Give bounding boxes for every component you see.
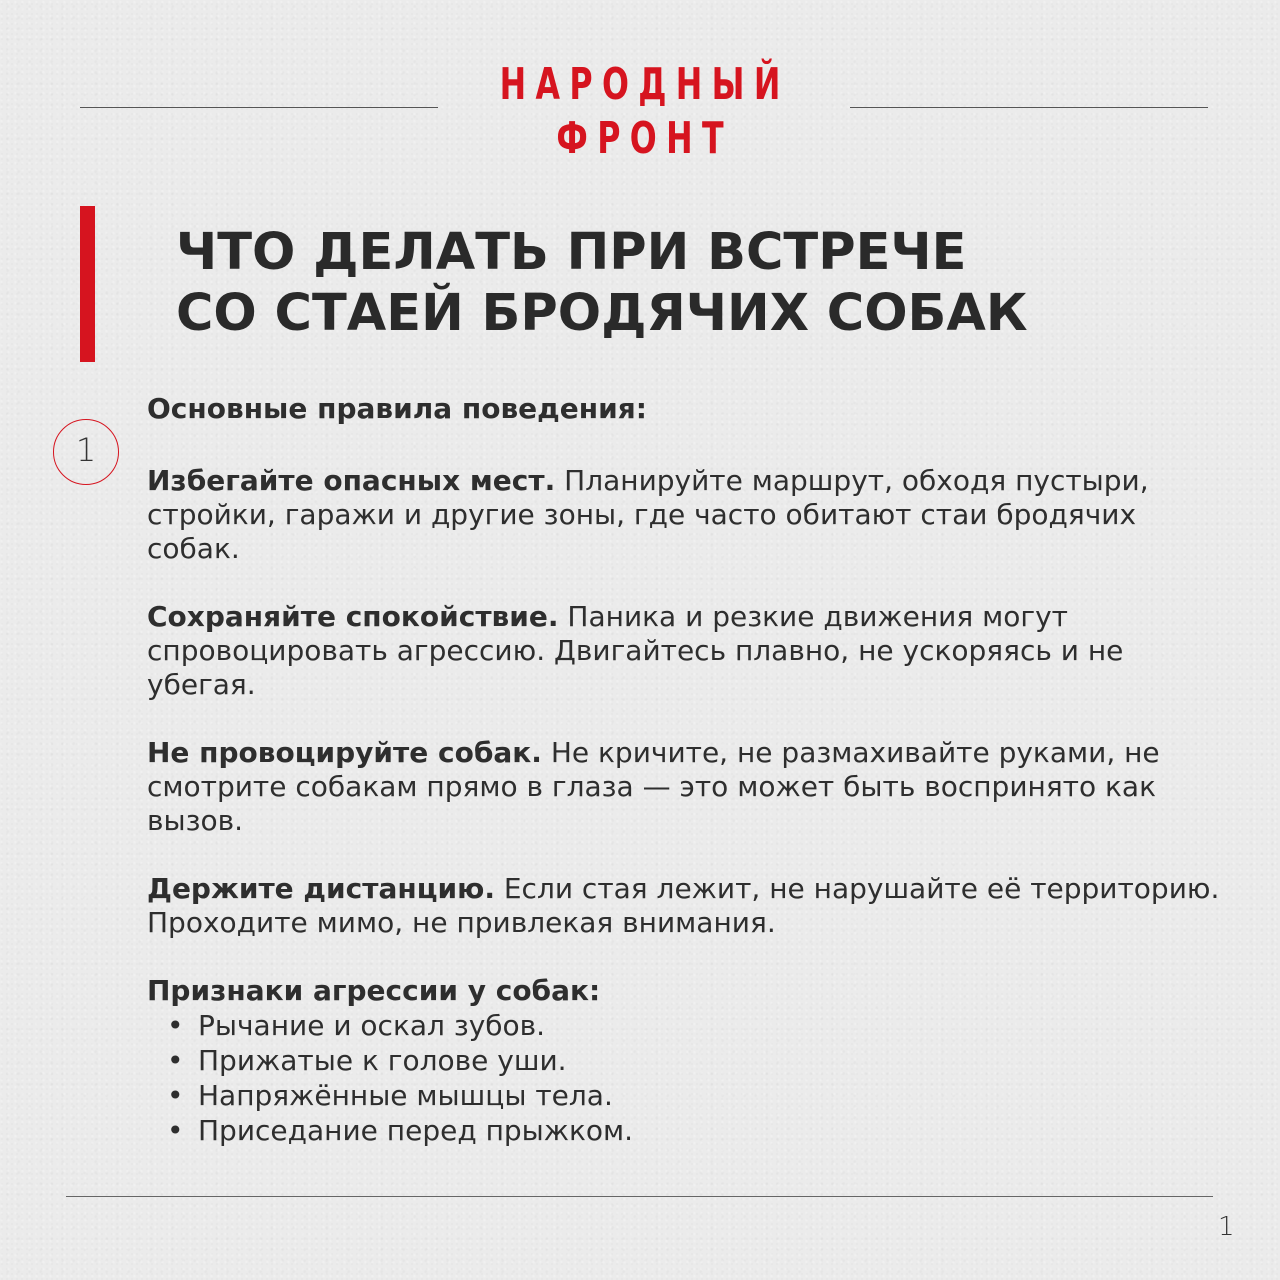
page-title [176,222,1226,344]
list-item [147,1113,1227,1148]
header-divider-left [80,107,438,108]
footer-divider [66,1196,1213,1197]
list-item-text: Рычание и оскал зубов. [198,1009,546,1042]
bullet-icon: • [167,1114,184,1147]
bullet-icon: • [167,1009,184,1042]
rule-paragraph [147,872,1227,940]
rule-text: Планируйте маршрут, обходя пустыри, стройки, гаражи и другие зоны, где часто обитают стаи бродячих собак. [147,464,1149,565]
logo-line-1: НАРОДНЫЙ [499,59,790,110]
title-accent-bar [80,206,95,362]
signs-heading: Признаки агрессии у собак: [147,974,601,1007]
rule-text: Паника и резкие движения могут спровоцировать агрессию. Двигайтесь плавно, не ускоряясь и не убегая. [147,600,1124,701]
rule-title: Избегайте опасных мест. [147,464,556,497]
rule-paragraph [147,600,1227,702]
logo-line-2: ФРОНТ [556,113,733,164]
list-item-text: Приседание перед прыжком. [198,1114,634,1147]
aggression-signs-list [147,1008,1227,1148]
rule-title: Держите дистанцию. [147,872,495,905]
list-item [147,1008,1227,1043]
bullet-icon: • [167,1044,184,1077]
rule-paragraph [147,464,1227,566]
rule-paragraph [147,736,1227,838]
section-number-badge: 1 [53,419,119,485]
list-item-text: Напряжённые мышцы тела. [198,1079,613,1112]
rule-title: Сохраняйте спокойствие. [147,600,559,633]
logo-narodny-front [179,58,1101,166]
rule-text: Если стая лежит, не нарушайте её территорию. Проходите мимо, не привлекая внимания. [147,872,1220,939]
title-line-2: СО СТАЕЙ БРОДЯЧИХ СОБАК [176,284,1028,343]
article-body [147,392,1227,1148]
rule-title: Не провоцируйте собак. [147,736,542,769]
header-divider-right [850,107,1208,108]
rule-text: Не кричите, не размахивайте руками, не смотрите собакам прямо в глаза — это может быть воспринято как вызов. [147,736,1160,837]
title-line-1: ЧТО ДЕЛАТЬ ПРИ ВСТРЕЧЕ [176,223,967,282]
page-number: 1 [1218,1212,1235,1242]
list-item-text: Прижатые к голове уши. [198,1044,567,1077]
bullet-icon: • [167,1079,184,1112]
list-item [147,1078,1227,1113]
list-item [147,1043,1227,1078]
rules-heading: Основные правила поведения: [147,392,647,425]
